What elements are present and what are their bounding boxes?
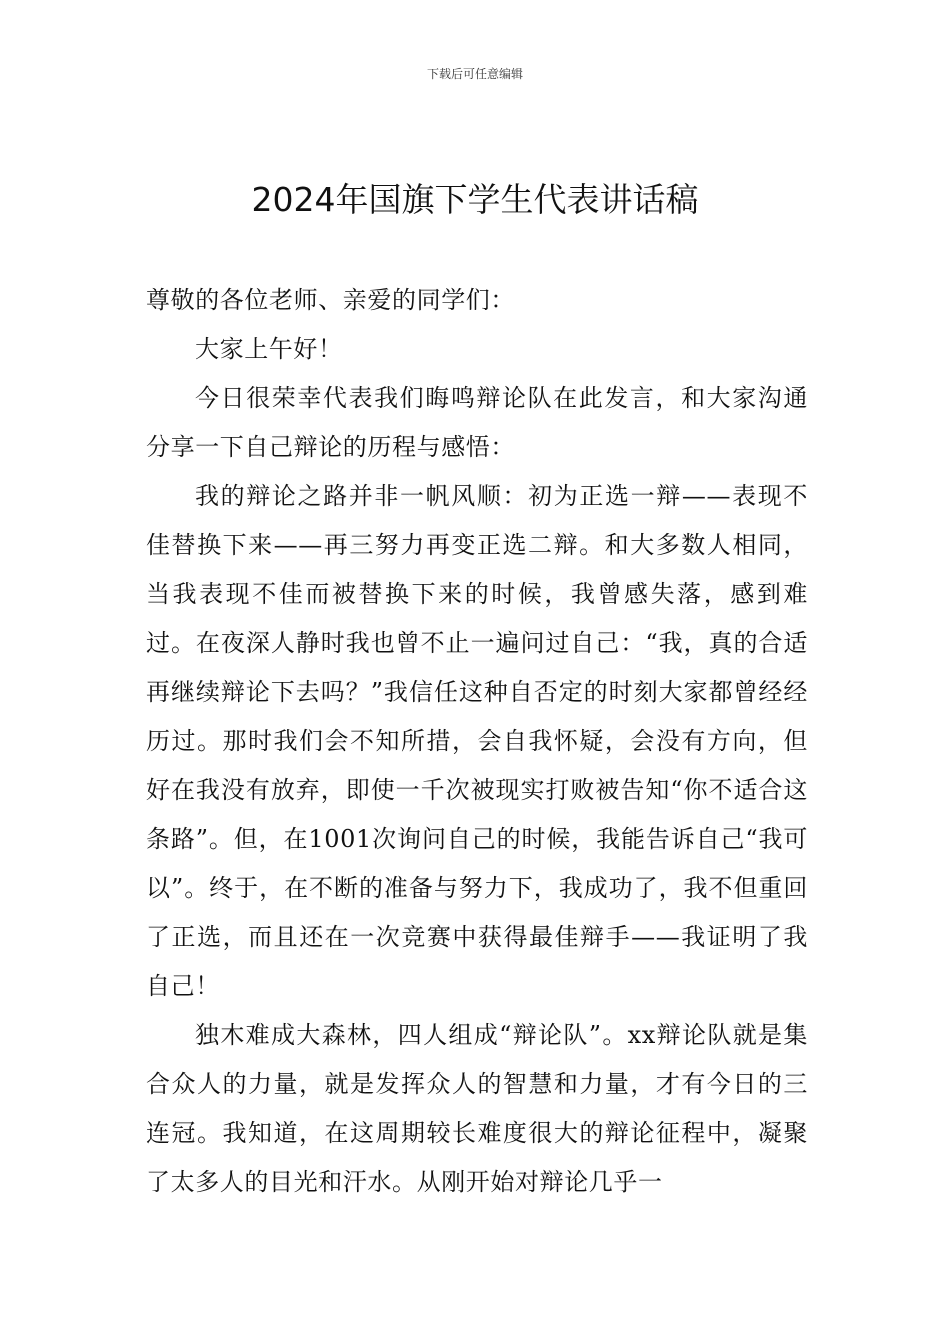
paragraph-intro: 今日很荣幸代表我们晦鸣辩论队在此发言，和大家沟通分享一下自己辩论的历程与感悟： <box>146 384 808 461</box>
paragraph-debate-journey: 我的辩论之路并非一帆风顺：初为正选一辩——表现不佳替换下来——再三努力再变正选二辩。和大多数人相同，当我表现不佳而被替换下来的时候，我曾感失落，感到难过。在夜深人静时我也曾不止一遍问过自己：“我，真的合适再继续辩论下去吗？”我信任这种自否定的时刻大家都曾经经历过。那时我们会不知所措，会自我怀疑，会没有方向，但好在我没有放弃，即使一千次被现实打败被告知“你不适合这条路”。但，在1001次询问自己的时候，我能告诉自己“我可以”。终于，在不断的准备与努力下，我成功了，我不但重回了正选，而且还在一次竞赛中获得最佳辩手——我证明了我自己！ <box>146 482 808 1000</box>
document-body <box>146 276 808 1207</box>
document-title: 2024年国旗下学生代表讲话稿 <box>251 180 699 219</box>
salutation: 尊敬的各位老师、亲爱的同学们： <box>146 286 515 314</box>
paragraph-teamwork: 独木难成大森林，四人组成“辩论队”。xx辩论队就是集合众人的力量，就是发挥众人的智慧和力量，才有今日的三连冠。我知道，在这周期较长难度很大的辩论征程中，凝聚了太多人的目光和汗水。从刚开始对辩论几乎一 <box>146 1021 808 1196</box>
paragraph-greeting: 大家上午好！ <box>195 335 343 363</box>
header-note: 下载后可任意编辑 <box>426 67 523 81</box>
